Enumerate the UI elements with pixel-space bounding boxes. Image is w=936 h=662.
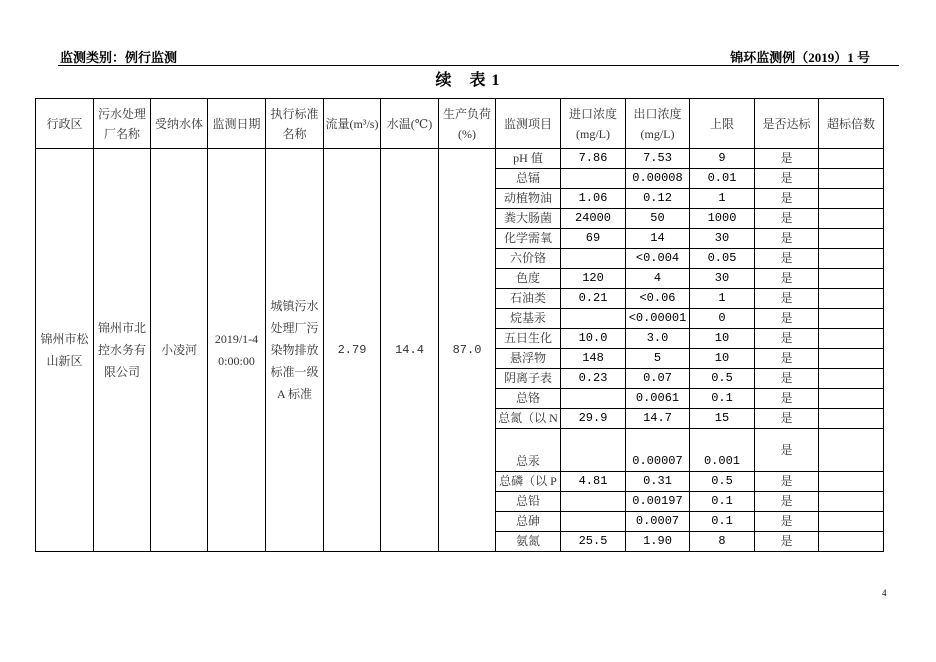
compliant-cell: 是 xyxy=(755,492,819,512)
date-cell: 2019/1-4 0:00:00 xyxy=(208,149,266,552)
outlet-cell: 4 xyxy=(626,269,690,289)
item-cell: 总磷（以 P xyxy=(496,472,561,492)
item-cell: 五日生化 xyxy=(496,329,561,349)
compliant-cell: 是 xyxy=(755,169,819,189)
outlet-cell: <0.06 xyxy=(626,289,690,309)
inlet-cell xyxy=(561,492,626,512)
column-header: 受纳水体 xyxy=(151,99,208,149)
column-header: 生产负荷(%) xyxy=(439,99,496,149)
exceed-cell xyxy=(819,329,884,349)
outlet-cell: 0.12 xyxy=(626,189,690,209)
exceed-cell xyxy=(819,309,884,329)
exceed-cell xyxy=(819,369,884,389)
limit-cell: 1 xyxy=(690,189,755,209)
outlet-cell: 0.00007 xyxy=(626,429,690,472)
outlet-cell: 0.07 xyxy=(626,369,690,389)
inlet-cell xyxy=(561,309,626,329)
report-number: 锦环监测例（2019）1 号 xyxy=(730,50,870,65)
item-cell: 总砷 xyxy=(496,512,561,532)
column-header: 进口浓度(mg/L) xyxy=(561,99,626,149)
inlet-cell: 0.21 xyxy=(561,289,626,309)
outlet-cell: 0.31 xyxy=(626,472,690,492)
item-cell: 化学需氧 xyxy=(496,229,561,249)
compliant-cell: 是 xyxy=(755,189,819,209)
outlet-cell: <0.00001 xyxy=(626,309,690,329)
compliant-cell: 是 xyxy=(755,389,819,409)
compliant-cell: 是 xyxy=(755,429,819,472)
limit-cell: 0.1 xyxy=(690,492,755,512)
exceed-cell xyxy=(819,269,884,289)
limit-cell: 15 xyxy=(690,409,755,429)
limit-cell: 30 xyxy=(690,269,755,289)
inlet-cell: 10.0 xyxy=(561,329,626,349)
item-cell: 总氮（以 N xyxy=(496,409,561,429)
compliant-cell: 是 xyxy=(755,409,819,429)
inlet-cell xyxy=(561,389,626,409)
temp-cell: 14.4 xyxy=(381,149,439,552)
compliant-cell: 是 xyxy=(755,369,819,389)
column-header: 是否达标 xyxy=(755,99,819,149)
item-cell: 石油类 xyxy=(496,289,561,309)
limit-cell: 0.001 xyxy=(690,429,755,472)
column-header: 污水处理厂名称 xyxy=(94,99,151,149)
item-cell: 动植物油 xyxy=(496,189,561,209)
limit-cell: 0.1 xyxy=(690,512,755,532)
column-header: 监测日期 xyxy=(208,99,266,149)
inlet-cell: 25.5 xyxy=(561,532,626,552)
column-header: 超标倍数 xyxy=(819,99,884,149)
inlet-cell: 120 xyxy=(561,269,626,289)
outlet-cell: 0.0061 xyxy=(626,389,690,409)
inlet-cell: 4.81 xyxy=(561,472,626,492)
exceed-cell xyxy=(819,209,884,229)
item-cell: 氨氮 xyxy=(496,532,561,552)
exceed-cell xyxy=(819,429,884,472)
inlet-cell: 1.06 xyxy=(561,189,626,209)
exceed-cell xyxy=(819,149,884,169)
exceed-cell xyxy=(819,409,884,429)
inlet-cell xyxy=(561,512,626,532)
inlet-cell: 69 xyxy=(561,229,626,249)
outlet-cell: 0.0007 xyxy=(626,512,690,532)
compliant-cell: 是 xyxy=(755,289,819,309)
limit-cell: 8 xyxy=(690,532,755,552)
outlet-cell: 14 xyxy=(626,229,690,249)
water-body-cell: 小凌河 xyxy=(151,149,208,552)
item-cell: 悬浮物 xyxy=(496,349,561,369)
outlet-cell: <0.004 xyxy=(626,249,690,269)
limit-cell: 10 xyxy=(690,329,755,349)
exceed-cell xyxy=(819,169,884,189)
header-row xyxy=(36,99,884,149)
limit-cell: 1000 xyxy=(690,209,755,229)
outlet-cell: 3.0 xyxy=(626,329,690,349)
exceed-cell xyxy=(819,512,884,532)
compliant-cell: 是 xyxy=(755,329,819,349)
column-header: 行政区 xyxy=(36,99,94,149)
limit-cell: 1 xyxy=(690,289,755,309)
compliant-cell: 是 xyxy=(755,472,819,492)
compliant-cell: 是 xyxy=(755,349,819,369)
limit-cell: 0 xyxy=(690,309,755,329)
limit-cell: 0.5 xyxy=(690,472,755,492)
table-title: 续 表 1 xyxy=(435,72,501,89)
table-row xyxy=(36,149,884,169)
plant-name-cell: 锦州市北控水务有限公司 xyxy=(94,149,151,552)
item-cell: 阴离子表 xyxy=(496,369,561,389)
outlet-cell: 5 xyxy=(626,349,690,369)
exceed-cell xyxy=(819,389,884,409)
column-header: 执行标准名称 xyxy=(266,99,324,149)
outlet-cell: 1.90 xyxy=(626,532,690,552)
item-cell: 总铬 xyxy=(496,389,561,409)
limit-cell: 0.1 xyxy=(690,389,755,409)
limit-cell: 0.05 xyxy=(690,249,755,269)
limit-cell: 0.5 xyxy=(690,369,755,389)
compliant-cell: 是 xyxy=(755,532,819,552)
item-cell: 总铅 xyxy=(496,492,561,512)
compliant-cell: 是 xyxy=(755,149,819,169)
inlet-cell: 148 xyxy=(561,349,626,369)
inlet-cell: 29.9 xyxy=(561,409,626,429)
limit-cell: 10 xyxy=(690,349,755,369)
outlet-cell: 14.7 xyxy=(626,409,690,429)
item-cell: pH 值 xyxy=(496,149,561,169)
standard-cell: 城镇污水处理厂污染物排放标准一级 A 标准 xyxy=(266,149,324,552)
compliant-cell: 是 xyxy=(755,512,819,532)
outlet-cell: 7.53 xyxy=(626,149,690,169)
flow-cell: 2.79 xyxy=(324,149,381,552)
item-cell: 粪大肠菌 xyxy=(496,209,561,229)
outlet-cell: 0.00008 xyxy=(626,169,690,189)
inlet-cell: 24000 xyxy=(561,209,626,229)
compliant-cell: 是 xyxy=(755,249,819,269)
outlet-cell: 0.00197 xyxy=(626,492,690,512)
compliant-cell: 是 xyxy=(755,229,819,249)
exceed-cell xyxy=(819,472,884,492)
exceed-cell xyxy=(819,289,884,309)
inlet-cell: 7.86 xyxy=(561,149,626,169)
monitoring-category: 监测类别：例行监测 xyxy=(60,50,178,65)
region-cell: 锦州市松山新区 xyxy=(36,149,94,552)
exceed-cell xyxy=(819,249,884,269)
page-number: 4 xyxy=(882,588,887,598)
column-header: 出口浓度(mg/L) xyxy=(626,99,690,149)
inlet-cell xyxy=(561,169,626,189)
column-header: 水温(℃) xyxy=(381,99,439,149)
inlet-cell xyxy=(561,249,626,269)
exceed-cell xyxy=(819,492,884,512)
compliant-cell: 是 xyxy=(755,209,819,229)
exceed-cell xyxy=(819,189,884,209)
item-cell: 烷基汞 xyxy=(496,309,561,329)
exceed-cell xyxy=(819,349,884,369)
item-cell: 六价铬 xyxy=(496,249,561,269)
compliant-cell: 是 xyxy=(755,309,819,329)
exceed-cell xyxy=(819,229,884,249)
outlet-cell: 50 xyxy=(626,209,690,229)
item-cell: 色度 xyxy=(496,269,561,289)
inlet-cell xyxy=(561,429,626,472)
limit-cell: 30 xyxy=(690,229,755,249)
column-header: 流量(m³/s) xyxy=(324,99,381,149)
limit-cell: 9 xyxy=(690,149,755,169)
exceed-cell xyxy=(819,532,884,552)
item-cell: 总镉 xyxy=(496,169,561,189)
column-header: 监测项目 xyxy=(496,99,561,149)
column-header: 上限 xyxy=(690,99,755,149)
inlet-cell: 0.23 xyxy=(561,369,626,389)
limit-cell: 0.01 xyxy=(690,169,755,189)
monitoring-table xyxy=(35,98,884,552)
load-cell: 87.0 xyxy=(439,149,496,552)
item-cell: 总汞 xyxy=(496,429,561,472)
header-rule xyxy=(58,65,899,66)
compliant-cell: 是 xyxy=(755,269,819,289)
